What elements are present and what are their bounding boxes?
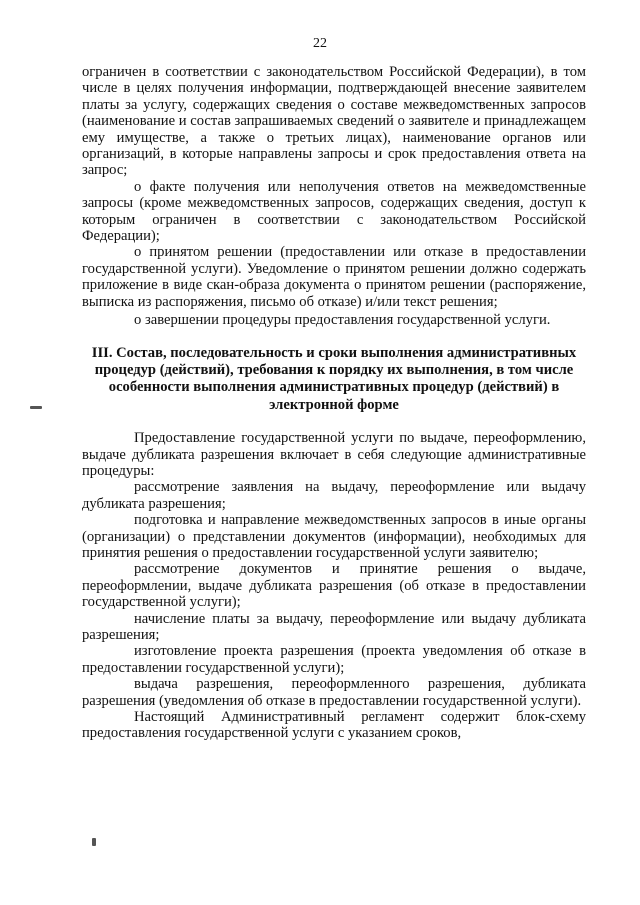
paragraph: Предоставление государственной услуги по выдаче, переоформлению, выдаче дубликата разрешения включает в себя следующие административные процедуры: bbox=[82, 430, 586, 479]
list-item: подготовка и направление межведомственных запросов в иные органы (организации) о представлении документов (информации), необходимых для принятия решения о предоставлении государственной услуги заявителю; bbox=[82, 512, 586, 561]
scan-mark bbox=[92, 838, 96, 846]
list-item: выдача разрешения, переоформленного разрешения, дубликата разрешения (уведомления об отказе в предоставлении государственной услуги). bbox=[82, 676, 586, 709]
paragraph: Настоящий Административный регламент содержит блок-схему предоставления государственной услуги с указанием сроков, bbox=[82, 709, 586, 742]
paragraph: о принятом решении (предоставлении или отказе в предоставлении государственной услуги). Уведомление о принятом решении должно содержать приложение в виде скан-образа документа о принятом решении (распоряжение, выписка из распоряжения, письмо об отказе) и/или текст решения; bbox=[82, 244, 586, 310]
list-item: изготовление проекта разрешения (проекта уведомления об отказе в предоставлении государственной услуги); bbox=[82, 643, 586, 676]
scan-mark bbox=[30, 406, 42, 409]
paragraph: о завершении процедуры предоставления государственной услуги. bbox=[134, 312, 551, 329]
list-item: начисление платы за выдачу, переоформление или выдачу дубликата разрешения; bbox=[82, 610, 586, 643]
document-body bbox=[82, 64, 586, 742]
list-item: рассмотрение документов и принятие решения о выдаче, переоформлении, выдаче дубликата разрешения (об отказе в предоставлении государственной услуги); bbox=[82, 561, 586, 611]
section-heading: III. Состав, последовательность и сроки выполнения административных процедур (действий), требования к порядку их выполнения, в том числе особенности выполнения административных процедур (действий) в электронной форме bbox=[91, 344, 577, 413]
list-item: рассмотрение заявления на выдачу, переоформление или выдачу дубликата разрешения; bbox=[82, 479, 586, 512]
paragraph: о факте получения или неполучения ответов на межведомственные запросы (кроме межведомственных запросов, содержащих сведения, доступ к которым ограничен в соответствии с законодательством Российской Федерации); bbox=[82, 178, 586, 245]
page-number: 22 bbox=[313, 36, 327, 51]
paragraph: ограничен в соответствии с законодательством Российской Федерации), в том числе в целях получения информации, подтверждающей внесение заявителем платы за услугу, содержащих сведения о составе межведомственных запросов (наименование и состав запрашиваемых сведений о заявителе и принадлежащем ему имуществе, а также о третьих лицах), наименование органов или организаций, в которые направлены запросы и срок предоставления ответа на запрос; bbox=[82, 64, 586, 179]
